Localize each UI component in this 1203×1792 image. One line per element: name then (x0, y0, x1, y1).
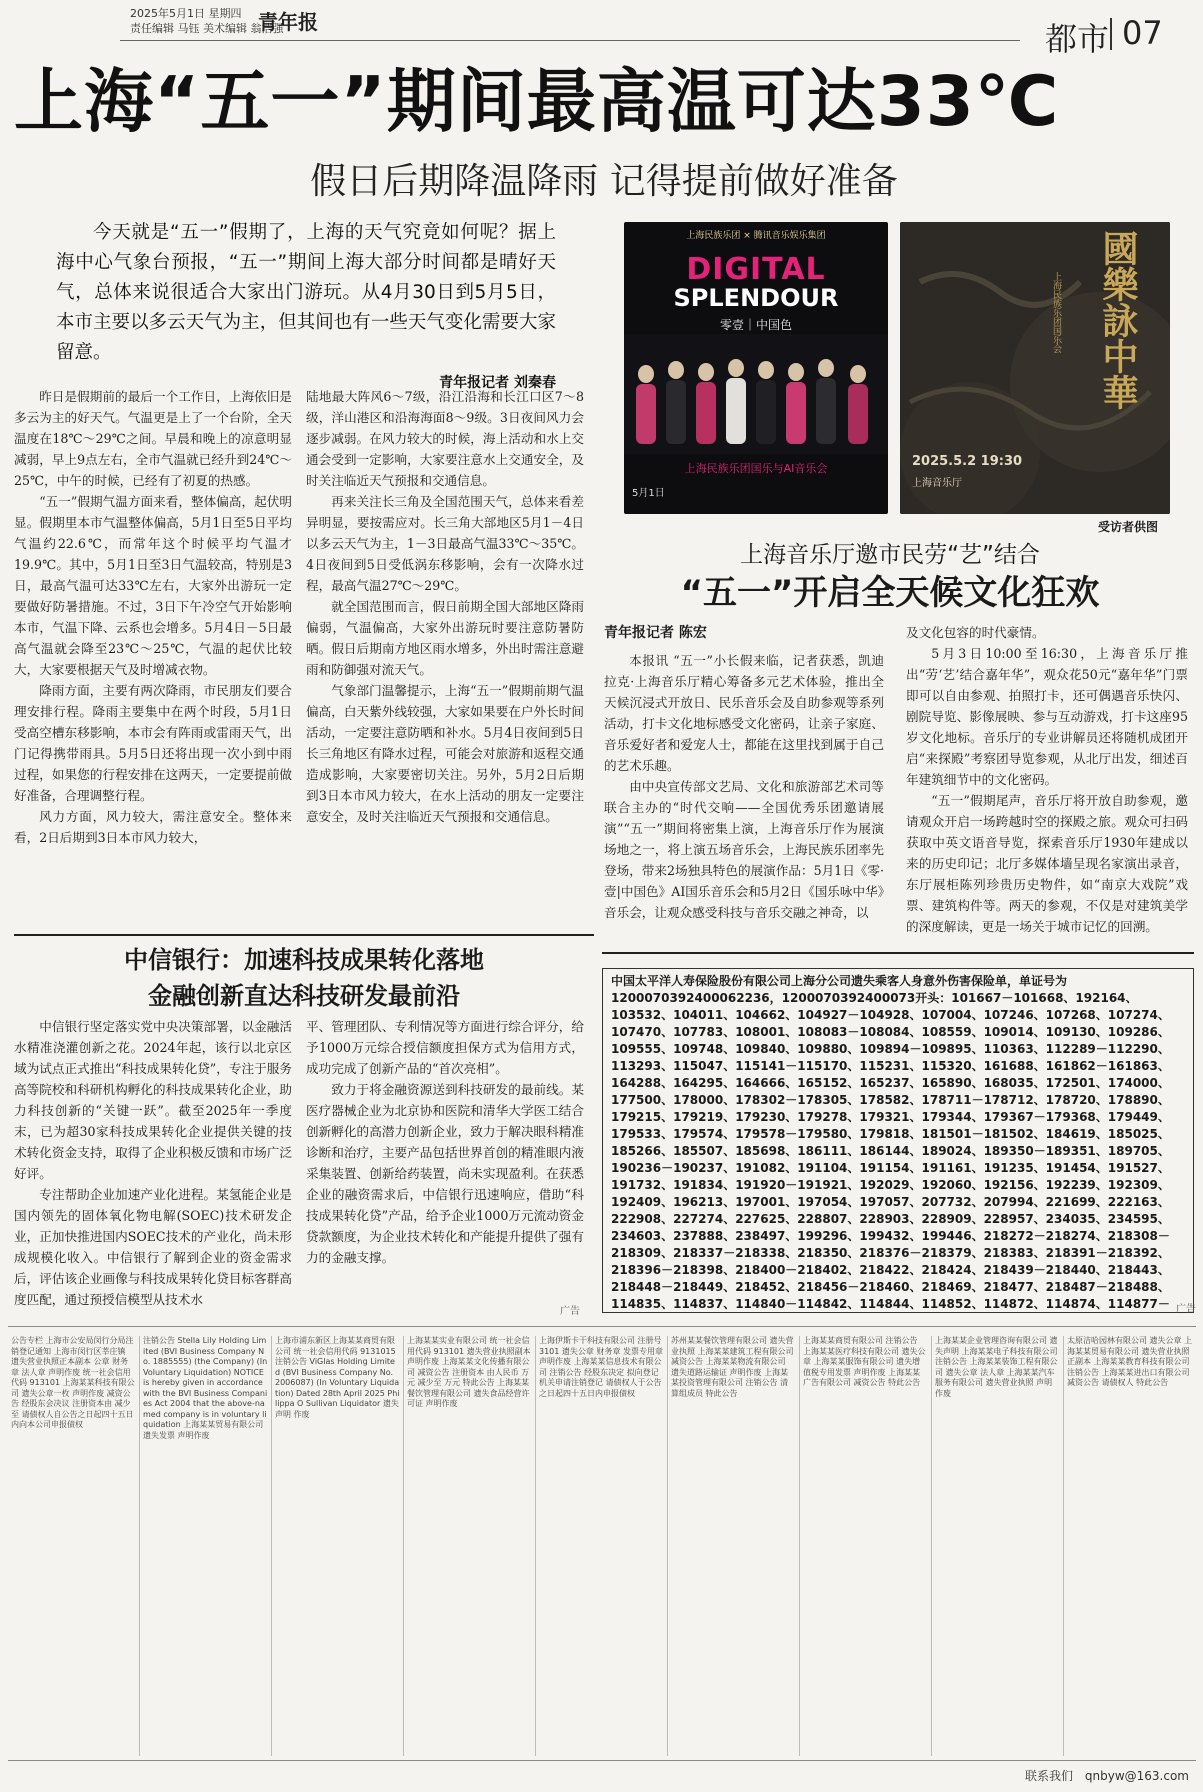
paragraph: 致力于将金融资源送到科技研发的最前线。某医疗器械企业为北京协和医院和清华大学医工结合创新孵化的高潜力创新企业，致力于解决眼科精准诊断和治疗，主要产品包括世界首创的精准眼内液采集装置、创新给药装置，尚未实现盈利。在获悉企业的融资需求后，中信银行迅速响应，借助“科技成果转化贷”产品，给予企业1000万元流动资金贷款额度，为企业技术转化和产能提升提供了强有力的金融支撑。 (306, 1082, 584, 1265)
paragraph: “五一”假期尾声，音乐厅将开放自助参观，邀请观众开启一场跨越时空的探殿之旅。观众可扫码获取中英文语音导览，探索音乐厅1930年建成以来的历史印记；北厅多媒体墙呈现名家演出录音，东厅展柜陈列珍贵历史物件，如“南京大戏院”戏票、建筑构件等。两天的参观，不仅是对建筑美学的深度解读，更是一场关于城市记忆的回溯。 (906, 793, 1188, 934)
paragraph: 风力方面，风力较大，需注意安全。整体来看，2日后期到3日本市风力较大， (14, 809, 292, 845)
footer-email[interactable]: qnbyw@163.com (1084, 1769, 1189, 1783)
classifieds-rule (8, 1326, 1196, 1327)
section-name: 都市 (1045, 20, 1110, 58)
poster-digital-splendour (624, 222, 888, 514)
bank-column-1 (14, 1016, 292, 1316)
music-column-2 (906, 622, 1188, 944)
music-column-1 (604, 650, 884, 944)
music-byline: 青年报记者 陈宏 (604, 625, 707, 641)
music-headline: “五一”开启全天候文化狂欢 (680, 573, 1100, 613)
music-kicker: 上海音乐厅邀市民劳“艺”结合 (740, 542, 1040, 568)
paragraph: 5月3日10:00至16:30，上海音乐厅推出“劳‘艺’结合嘉年华”，观众花50元“嘉年华”门票即可以自由参观、拍照打卡，还可偶遇音乐快闪、剧院导览、影像展映、参与互动游戏，打卡这座95岁文化地标。音乐厅的专业讲解员还将随机成团开启“来探殿”考察团导览参观，从北厅出发，细述百年建筑细节中的文化密码。 (906, 646, 1188, 787)
performers-photo (624, 334, 888, 454)
newspaper-logo: 青年报 (258, 10, 318, 34)
main-headline: 上海“五一”期间最高温可达33℃ (14, 62, 1060, 142)
bank-headline-line1: 中信银行：加速科技成果转化落地 (124, 946, 484, 974)
header-divider (1110, 18, 1112, 50)
poster2-subtitle: 上海民族乐团国乐会 (1051, 272, 1061, 353)
page-number: 07 (1122, 14, 1163, 52)
poster1-top-text: 上海民族乐团 × 腾讯音乐娱乐集团 (686, 231, 826, 241)
footer-rule (8, 1760, 1196, 1761)
poster2-date: 2025.5.2 19:30 (912, 454, 1023, 469)
poster1-title-en-1: DIGITAL (686, 252, 826, 287)
paragraph: 就全国范围而言，假日前期全国大部地区降雨偏弱，气温偏高，大家外出游玩时要注意防暑防晒。假日后期南方地区雨水增多，外出时需注意避雨和防御强对流天气。 (306, 599, 584, 677)
section-rule (602, 952, 1194, 954)
footer-contact (1025, 1767, 1189, 1784)
paragraph: 降雨方面，主要有两次降雨，市民朋友们要合理安排行程。降雨主要集中在两个时段，5月1日受高空槽东移影响，本市会有阵雨或雷雨天气，出门记得携带雨具。5月5日还将出现一次小到中雨过程，如果您的行程安排在这两天，一定要提前做好准备，合理调整行程。 (14, 683, 292, 803)
footer-contact-label: 联系我们 (1025, 1769, 1074, 1783)
bank-headline-line2: 金融创新直达科技研发最前沿 (148, 982, 460, 1010)
paragraph: 陆地最大阵风6～7级，沿江沿海和长江口区7～8级，洋山港区和沿海海面8～9级。3日夜间风力会逐步减弱。在风力较大的时候，海上活动和水上交通会受到一定影响，大家要注意水上交通安全，及时关注临近天气预报和交通信息。 (306, 389, 584, 488)
weather-column-1 (14, 386, 292, 922)
paragraph: 昨日是假期前的最后一个工作日，上海依旧是多云为主的好天气。气温更是上了一个台阶，全天温度在18℃～29℃之间。早晨和晚上的凉意明显减弱，早上9点左右，全市气温就已经升到24℃～25℃，中午的时候，已经有了初夏的热感。 (14, 389, 292, 488)
notice-ad-tag: 广告 (1176, 1304, 1196, 1315)
poster-guoyue-yong-zhonghua (900, 222, 1170, 514)
main-byline: 青年报记者 刘秦春 (439, 375, 556, 391)
header-rule (120, 40, 1020, 41)
bank-headline (14, 942, 594, 1014)
editor-credits: 责任编辑 马钰 美术编辑 翁浩强 (130, 22, 284, 35)
paragraph: “五一”假期气温方面来看，整体偏高，起伏明显。假期里本市气温整体偏高，5月1日至5日平均气温约22.6℃，而常年这个时候平均气温才19.9℃。其中，5月1日至3日气温较高，特别是3日，最高气温可达33℃左右，大家外出游玩一定要做好防暑措施。不过，3日下午冷空气开始影响本市，气温下降、云系也会增多。5月4日－5日最高气温就会降至23℃～25℃，气温的起伏比较大，大家要根据天气及时增减衣物。 (14, 494, 292, 677)
bank-ad-tag: 广告 (560, 1306, 580, 1317)
paragraph: 及文化包容的时代豪情。 (906, 625, 1045, 640)
classifieds-section (8, 1336, 1196, 1756)
photo-credit: 受访者供图 (1098, 520, 1159, 534)
main-lede (56, 218, 556, 398)
main-subheadline: 假日后期降温降雨 记得提前做好准备 (310, 161, 898, 202)
classified-column: 太原洁哈园林有限公司 遗失公章 上海某某贸易有限公司 遗失营业执照正副本 上海某某教育科技有限公司 注销公告 上海某某进出口有限公司 减资公告 请债权人 特此公告 (1067, 1336, 1193, 1387)
classified-column: 上海某某商贸有限公司 注销公告 上海某某医疗科技有限公司 遗失公章 上海某某服饰有限公司 遗失增值税专用发票 声明作废 上海某某广告有限公司 减资公告 特此公告 (800, 1336, 932, 1756)
classified-column: 上海某某企业管理咨询有限公司 遗失声明 上海某某电子科技有限公司 注销公告 上海某某装饰工程有限公司 遗失公章 法人章 上海某某汽车服务有限公司 遗失营业执照 声明作废 (932, 1336, 1064, 1756)
classified-column: 苏州某某餐饮管理有限公司 遗失营业执照 上海某某建筑工程有限公司 减资公告 上海某某物流有限公司 遗失道路运输证 声明作废 上海某某投资管理有限公司 注销公告 清算组成员 特此公告 (668, 1336, 800, 1756)
bank-column-2 (306, 1016, 584, 1316)
paragraph: 中信银行坚定落实党中央决策部署，以金融活水精准浇灌创新之花。2024年起，该行以北京区域为试点正式推出“科技成果转化贷”，专注于服务高等院校和科研机构孵化的科技成果转化企业，助力科技创新的“关键一跃”。截至2025年一季度末，已为超30家科技成果转化企业提供关键的技术转化资金支持，取得了企业积极反馈和市场广泛好评。 (14, 1019, 292, 1181)
notice-text: 中国太平洋人寿保险股份有限公司上海分公司遗失乘客人身意外伤害保险单，单证号为1200070392400062236，1200070392400073开头：101667－101668、192164、103532、104011、104662、104927－104928、107004、107246、107268、107274、107470、107783、108001、108083－108084、108559、109014、109130、109286、109555、109748、109840、109880、109894－109895、110363、112289－112290、113293、115047、115141－115170、115231、115320、161688、161862－161863、164288、164295、164666、165152、165237、165890、168035、172501、174000、177500、178000、178302－178305、178582、178711－178712、178720、178890、179215、179219、179230、179278、179321、179344、179367－179368、179449、179533、179574、179578－179580、179818、181501－181502、184619、185025、185266、185507、185698、186111、186144、189024、189350－189351、189705、190236－190237、191082、191104、191154、191161、191235、191454、191527、191732、191834、191920－191921、192029、192060、192156、192239、192309、192409、196213、197001、197054、197057、207732、207994、221699、222163、222908、227274、227625、228807、228903、228909、228957、234035、234595、234603、237888、238497、199296、199432、199446、218272－218274、218308－218309、218337－218338、218350、218376－218379、218383、218391－218392、218396－218398、218400－218402、218422、218424、218439－218440、218443、218448－218449、218452、218456－218460、218469、218477、218487－218488、114835、114837、114840－114842、114844、114852、114872、114874、114877－ (611, 974, 1170, 1311)
lede-text: 今天就是“五一”假期了，上海的天气究竟如何呢？据上海中心气象台预报，“五一”期间上海大部分时间都是晴好天气，总体来说很适合大家出门游玩。从4月30日到5月5日，本市主要以多云天气为主，但其间也有一些天气变化需要大家留意。 (56, 222, 556, 363)
poster2-title: 國樂詠中華 (1097, 230, 1139, 410)
paragraph: 专注帮助企业加速产业化进程。某氢能企业是国内领先的固体氧化物电解(SOEC)技术研发企业，正加快推进国内SOEC技术的产业化，尚未形成规模化收入。中信银行了解到企业的资金需求后，评估该企业画像与科技成果转化贷目标客群高度匹配，通过预授信模型从技术水 (14, 1187, 292, 1307)
poster1-title-en-2: SPLENDOUR (673, 284, 839, 312)
classified-column: 公告专栏 上海市公安局闵行分局注销登记通知 上海市闵行区莘庄镇 遗失营业执照正本副本 公章 财务章 法人章 声明作废 统一社会信用代码 913101 上海某某科技有限公司 遗失公章一枚 声明作废 减资公告 经股东会决议 注册资本由 减少至 请债权人自公告之日起四十五日内向本公司申报债权 (8, 1336, 140, 1756)
issue-date: 2025年5月1日 星期四 (130, 7, 242, 20)
insurance-notice (602, 968, 1194, 1313)
paragraph: 再来关注长三角及全国范围天气，总体来看差异明显，要按需应对。长三角大部地区5月1－4日以多云天气为主，1－3日最高气温33℃～35℃。4日夜间到5日受低涡东移影响，会有一次降水过程，最高气温27℃～29℃。 (306, 494, 584, 593)
classified-column: 上海伊斯卡干科技有限公司 注册号 3101 遗失公章 财务章 发票专用章 声明作废 上海某某信息技术有限公司 注销公告 经股东决定 拟向登记机关申请注销登记 请债权人于公告之日起四十五日内申报债权 (536, 1336, 668, 1756)
paragraph: 平、管理团队、专利情况等方面进行综合评分，给予1000万元综合授信额度担保方式为信用方式，成功完成了创新产品的“首次亮相”。 (306, 1019, 584, 1076)
weather-column-2 (306, 386, 584, 922)
classified-column: 注销公告 Stella Lily Holding Limited (BVI Business Company No. 1885555) (the Company) (In Voluntary Liquidation) NOTICE is hereby given in accordance with the BVI Business Companies Act 2004 that the above-named company is in voluntary liquidation 上海某某贸易有限公司 遗失发票 声明作废 (140, 1336, 272, 1756)
poster1-date: 5月1日 (632, 488, 665, 499)
paragraph: 气象部门温馨提示，上海“五一”假期前期气温偏高，白天紫外线较强，大家如果要在户外长时间活动，一定要注意防晒和补水。5月4日夜间到5日长三角地区有降水过程，可能会对旅游和返程交通造成影响，大家要密切关注。另外，5月2日后期到3日本市风力较大，在水上活动的朋友一定要注意安全，及时关注临近天气预报和交通信息。 (306, 683, 584, 824)
poster2-venue: 上海音乐厅 (912, 478, 962, 489)
classified-column: 上海某某实业有限公司 统一社会信用代码 913101 遗失营业执照副本 声明作废 上海某某文化传播有限公司 减资公告 注册资本 由人民币 万元 减少至 万元 特此公告 上海某某餐饮管理有限公司 遗失食品经营许可证 声明作废 (404, 1336, 536, 1756)
classified-column: 上海市浦东新区上海某某商贸有限公司 统一社会信用代码 9131015 注销公告 ViGlas Holding Limited (BVI Business Company No. 2006087) (In Voluntary Liquidation) Dated 28th April 2025 Philippa O Sullivan Liquidator 遗失声明 作废 (272, 1336, 404, 1756)
paragraph: 本报讯 “五一”小长假来临，记者获悉，凯迪拉克·上海音乐厅精心筹备多元艺术体验，推出全天候沉浸式开放日、民乐音乐会及自助参观等系列活动，打卡文化地标感受文化密码，让亲子家庭、音乐爱好者和爱宠人士，都能在这里找到属于自己的艺术乐趣。 (604, 653, 884, 773)
section-rule (14, 934, 594, 936)
paragraph: 由中央宣传部文艺局、文化和旅游部艺术司等联合主办的“时代交响——全国优秀乐团邀请展演”“五一”期间将密集上演，上海音乐厅作为展演场地之一，将上演五场音乐会，上海民族乐团率先登场，带来2场独具特色的展演作品：5月1日《零·壹|中国色》AI国乐音乐会和5月2日《国乐咏中华》音乐会，让观众感受科技与音乐交融之神奇，以 (604, 779, 884, 920)
poster1-title-cn: 零壹｜中国色 (719, 318, 792, 332)
poster1-bottom-text: 上海民族乐团国乐与AI音乐会 (684, 462, 828, 475)
